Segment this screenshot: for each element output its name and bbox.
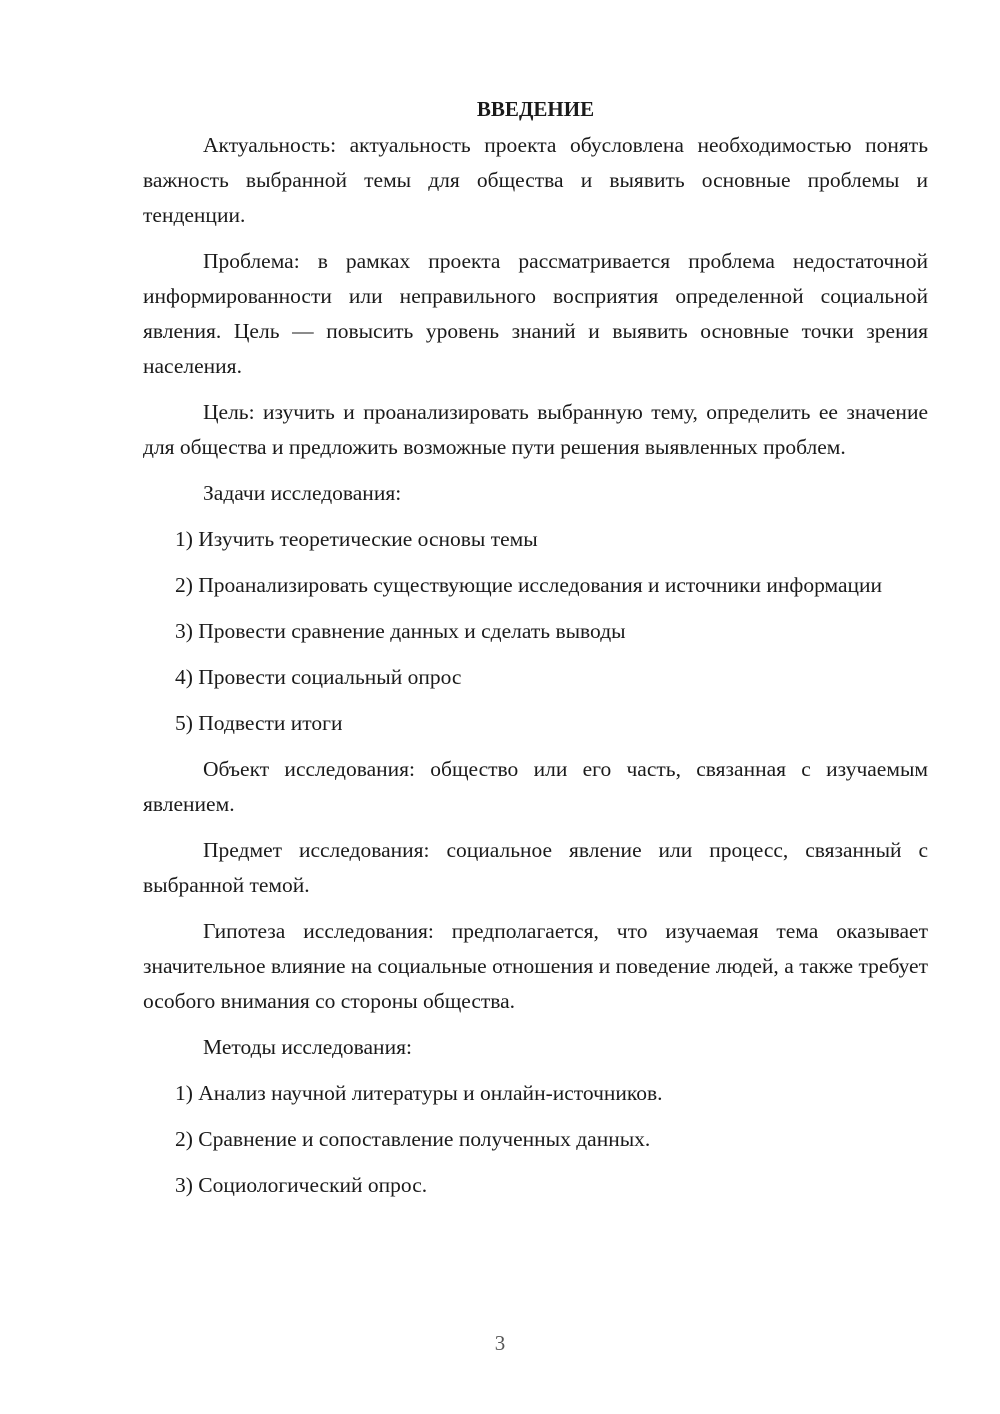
subject-paragraph: Предмет исследования: социальное явление или процесс, связанный с выбранной темой. bbox=[143, 838, 928, 897]
relevance-paragraph: Актуальность: актуальность проекта обусловлена необходимостью понять важность выбранной темы для общества и выявить основные проблемы и тенденции. bbox=[143, 133, 928, 227]
task-item: 1) Изучить теоретические основы темы bbox=[175, 527, 538, 551]
hypothesis-paragraph: Гипотеза исследования: предполагается, что изучаемая тема оказывает значительное влияние на социальные отношения и поведение людей, а также требует особого внимания со стороны общества. bbox=[143, 919, 928, 1013]
task-item: 4) Провести социальный опрос bbox=[175, 665, 462, 689]
task-item: 5) Подвести итоги bbox=[175, 711, 343, 735]
tasks-title: Задачи исследования: bbox=[203, 481, 402, 505]
problem-paragraph: Проблема: в рамках проекта рассматривается проблема недостаточной информированности или неправильного восприятия определенной социальной явления. Цель — повысить уровень знаний и выявить основные точки зрения населения. bbox=[143, 249, 928, 378]
method-item: 1) Анализ научной литературы и онлайн-источников. bbox=[175, 1081, 663, 1105]
task-item: 2) Проанализировать существующие исследования и источники информации bbox=[175, 573, 883, 597]
page-content bbox=[143, 92, 928, 1214]
task-item: 3) Провести сравнение данных и сделать выводы bbox=[175, 619, 626, 643]
page-number: 3 bbox=[494, 1331, 506, 1355]
methods-title: Методы исследования: bbox=[203, 1035, 412, 1059]
method-item: 2) Сравнение и сопоставление полученных данных. bbox=[175, 1127, 651, 1151]
object-paragraph: Объект исследования: общество или его часть, связанная с изучаемым явлением. bbox=[143, 757, 928, 816]
method-item: 3) Социологический опрос. bbox=[175, 1173, 428, 1197]
section-heading: ВВЕДЕНИЕ bbox=[476, 97, 595, 121]
goal-paragraph: Цель: изучить и проанализировать выбранную тему, определить ее значение для общества и предложить возможные пути решения выявленных проблем. bbox=[143, 400, 928, 459]
